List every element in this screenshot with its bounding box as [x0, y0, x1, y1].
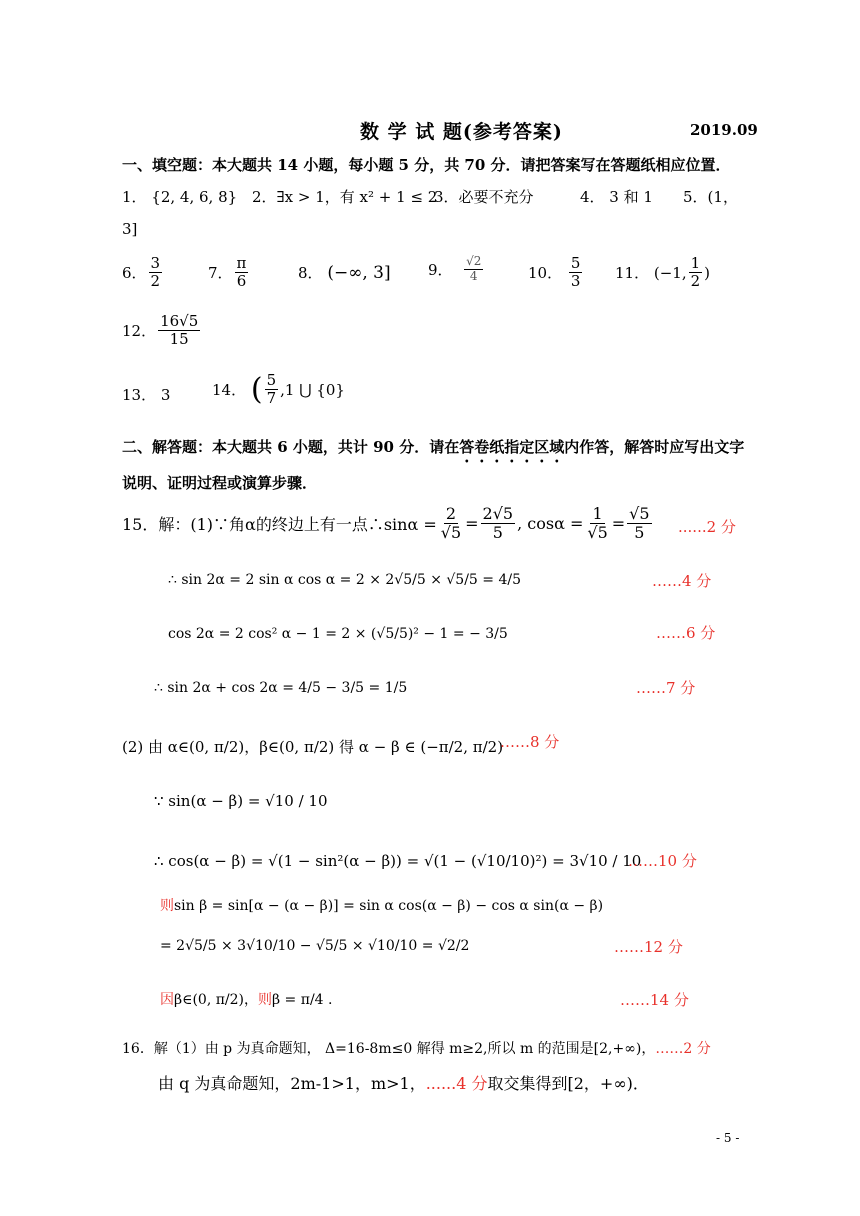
q15-line8: 则sin β = sin[α − (α − β)] = sin α cos(α − β) − cos α sin(α − β): [160, 898, 604, 914]
section2-heading: 二、解答题：本大题共 6 小题，共计 90 分．请在答卷纸指定区域内作答，解答时应写出文字: [122, 438, 745, 456]
q15-score-12: ……12 分: [614, 938, 683, 956]
q16-line2: 由 q 为真命题知，2m-1>1，m>1，......4 分取交集得到[2，+∞)．: [158, 1074, 649, 1093]
answer-7: 7． $\frac{\pi}{6}$: [208, 254, 247, 291]
answer-2: 2．∃x > 1，有 x² + 1 ≤ 2: [252, 188, 438, 206]
date: 2019.09: [690, 121, 758, 139]
answer-12: 12． $\frac{16√5}{15}$: [122, 312, 199, 349]
section1-heading: 一、填空题：本大题共 14 小题，每小题 5 分，共 70 分．请把答案写在答题纸相应位置．: [122, 156, 731, 174]
answer-1: 1． {2, 4, 6, 8}: [122, 188, 238, 206]
section2-heading-line2: 说明、证明过程或演算步骤．: [122, 474, 318, 492]
q15-line10: 因β∈(0, π/2)，则β = π/4 .: [160, 992, 333, 1008]
q15-line3: cos 2α = 2 cos² α − 1 = 2 × (√5/5)² − 1 = − 3/5: [168, 626, 508, 642]
q15-line5: (2) 由 α∈(0, π/2)，β∈(0, π/2) 得 α − β ∈ (−π/2, π/2): [122, 738, 504, 756]
q15-line1: 15．解：(1)∵角α的终边上有一点∴sinα = $\frac{2}{√5}$ = $\frac{2√5}{5}$ , cosα = $\frac{1}{√5}$ = $\frac{√5}{5}$: [122, 504, 650, 543]
answer-13: 13． 3: [122, 386, 171, 404]
answer-5: 5．(1，: [683, 188, 738, 206]
q15-line9: = 2√5/5 × 3√10/10 − √5/5 × √10/10 = √2/2: [160, 938, 470, 954]
answer-10: 10． $\frac{5}{3}$: [528, 254, 581, 291]
q15-score-6: ……6 分: [656, 624, 716, 642]
page-title: 数 学 试 题(参考答案): [360, 121, 563, 143]
answer-4: 4． 3 和 1: [580, 188, 653, 206]
page-number: - 5 -: [716, 1131, 740, 1145]
answer-11: 11． (−1, $\frac{1}{2}$ ): [615, 254, 711, 291]
answer-3: 3．必要不充分: [434, 188, 534, 206]
q15-line2: ∴ sin 2α = 2 sin α cos α = 2 × 2√5/5 × √5/5 = 4/5: [168, 572, 522, 588]
answer-5-cont: 3]: [122, 220, 138, 238]
q15-score-4: ……4 分: [652, 572, 712, 590]
answer-14: 14． ( $\frac{5}{7}$ ,1 ⋃ {0}: [212, 371, 345, 408]
q15-score-2: ......2 分: [678, 518, 736, 536]
q15-line4: ∴ sin 2α + cos 2α = 4/5 − 3/5 = 1/5: [154, 680, 408, 696]
answer-9: 9． $\frac{√2}{4}$: [428, 254, 482, 283]
answer-6: 6． $\frac{3}{2}$: [122, 254, 161, 291]
q15-line7: ∴ cos(α − β) = √(1 − sin²(α − β)) = √(1 − (√10/10)²) = 3√10 / 10: [154, 852, 642, 870]
q15-line6: ∵ sin(α − β) = √10 / 10: [154, 792, 328, 810]
q16-line1: 16．解（1）由 p 为真命题知， Δ=16-8m≤0 解得 m≥2,所以 m 的范围是[2,+∞)，……2 分: [122, 1041, 711, 1057]
q15-score-14: ……14 分: [620, 991, 689, 1009]
answer-8: 8． (−∞, 3]: [298, 262, 391, 283]
q15-score-7: ……7 分: [636, 679, 696, 697]
q15-score-10: ……10 分: [628, 852, 697, 870]
q15-score-8: ……8 分: [500, 733, 560, 751]
